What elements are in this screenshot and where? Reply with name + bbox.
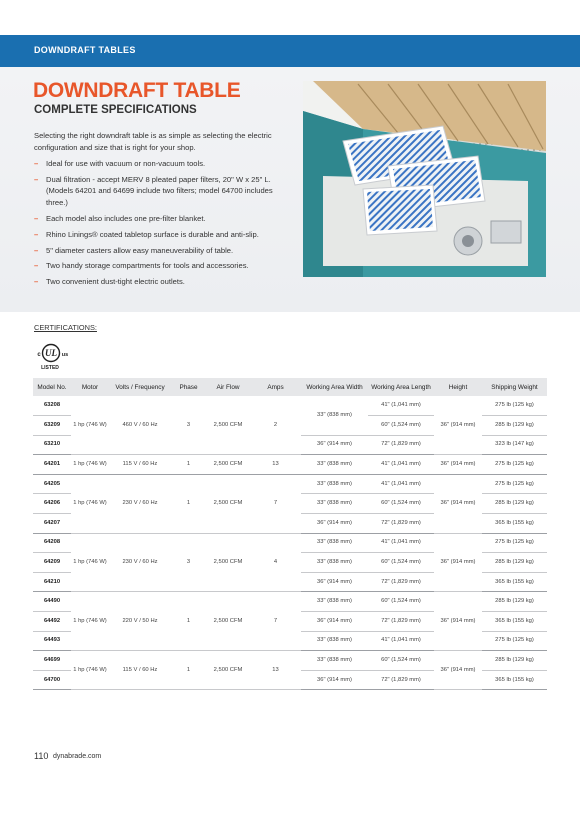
col-header: Volts / Frequency xyxy=(109,378,171,396)
width-cell: 33" (838 mm) xyxy=(301,455,368,475)
specifications-table xyxy=(33,378,547,690)
phase-cell: 3 xyxy=(171,396,206,455)
phase-cell: 3 xyxy=(171,533,206,592)
weight-cell: 285 lb (129 kg) xyxy=(482,494,547,514)
height-cell: 36" (914 mm) xyxy=(434,474,482,533)
airflow-cell: 2,500 CFM xyxy=(206,592,250,651)
page-number: 110 xyxy=(34,751,49,761)
width-cell: 33" (838 mm) xyxy=(301,592,368,612)
weight-cell: 285 lb (129 kg) xyxy=(482,592,547,612)
model-cell: 64201 xyxy=(33,455,71,475)
phase-cell: 1 xyxy=(171,474,206,533)
weight-cell: 365 lb (155 kg) xyxy=(482,514,547,534)
feature-item: – Two handy storage compartments for tools and accessories. xyxy=(34,261,249,271)
amps-cell: 7 xyxy=(250,592,301,651)
table-row xyxy=(33,455,547,475)
table-row xyxy=(33,474,547,494)
motor-cell: 1 hp (746 W) xyxy=(71,396,109,455)
feature-item: – Two convenient dust-tight electric outlets. xyxy=(34,277,185,287)
airflow-cell: 2,500 CFM xyxy=(206,474,250,533)
col-header: Shipping Weight xyxy=(482,378,547,396)
width-cell: 36" (914 mm) xyxy=(301,612,368,632)
weight-cell: 275 lb (125 kg) xyxy=(482,533,547,553)
height-cell: 36" (914 mm) xyxy=(434,533,482,592)
airflow-cell: 2,500 CFM xyxy=(206,651,250,690)
page-title: DOWNDRAFT TABLE xyxy=(33,79,241,102)
intro-paragraph: Selecting the right downdraft table is as simple as selecting the electric configuration and size that is right for your shop. xyxy=(34,131,272,152)
length-cell: 41" (1,041 mm) xyxy=(368,474,434,494)
col-header: Working Area Width xyxy=(301,378,368,396)
col-header: Height xyxy=(434,378,482,396)
col-header: Air Flow xyxy=(206,378,250,396)
weight-cell: 285 lb (129 kg) xyxy=(482,416,547,436)
airflow-cell: 2,500 CFM xyxy=(206,455,250,475)
width-cell: 33" (838 mm) xyxy=(301,651,368,671)
website-link[interactable]: dynabrade.com xyxy=(53,753,102,760)
width-cell: 33" (838 mm) xyxy=(301,553,368,573)
product-photo xyxy=(303,81,546,277)
amps-cell: 13 xyxy=(250,651,301,690)
dash-icon: – xyxy=(34,277,39,287)
model-cell: 64205 xyxy=(33,474,71,494)
width-cell: 33" (838 mm) xyxy=(301,494,368,514)
amps-cell: 7 xyxy=(250,474,301,533)
ul-listed-icon xyxy=(34,343,74,371)
ul-mark: UL xyxy=(45,348,57,359)
volts-cell: 230 V / 60 Hz xyxy=(109,533,171,592)
volts-cell: 460 V / 60 Hz xyxy=(109,396,171,455)
width-cell: 36" (914 mm) xyxy=(301,670,368,690)
model-cell: 64208 xyxy=(33,533,71,553)
motor-cell: 1 hp (746 W) xyxy=(71,651,109,690)
model-cell: 63210 xyxy=(33,435,71,455)
weight-cell: 323 lb (147 kg) xyxy=(482,435,547,455)
dash-icon: – xyxy=(34,229,39,239)
length-cell: 60" (1,524 mm) xyxy=(368,416,434,436)
model-cell: 63209 xyxy=(33,416,71,436)
height-cell: 36" (914 mm) xyxy=(434,651,482,690)
volts-cell: 220 V / 50 Hz xyxy=(109,592,171,651)
model-cell: 64492 xyxy=(33,612,71,632)
volts-cell: 115 V / 60 Hz xyxy=(109,455,171,475)
width-cell: 33" (838 mm) xyxy=(301,533,368,553)
length-cell: 60" (1,524 mm) xyxy=(368,494,434,514)
feature-item: – Each model also includes one pre-filter blanket. xyxy=(34,213,206,223)
airflow-cell: 2,500 CFM xyxy=(206,396,250,455)
dash-icon: – xyxy=(34,174,39,184)
table-row xyxy=(33,592,547,612)
weight-cell: 285 lb (129 kg) xyxy=(482,651,547,671)
phase-cell: 1 xyxy=(171,592,206,651)
feature-list xyxy=(34,158,296,292)
motor-cell: 1 hp (746 W) xyxy=(71,455,109,475)
weight-cell: 285 lb (129 kg) xyxy=(482,553,547,573)
amps-cell: 2 xyxy=(250,396,301,455)
length-cell: 72" (1,829 mm) xyxy=(368,612,434,632)
volts-cell: 115 V / 60 Hz xyxy=(109,651,171,690)
table-row xyxy=(33,651,547,671)
col-header: Amps xyxy=(250,378,301,396)
motor-cell: 1 hp (746 W) xyxy=(71,592,109,651)
width-cell: 36" (914 mm) xyxy=(301,572,368,592)
length-cell: 60" (1,524 mm) xyxy=(368,651,434,671)
airflow-cell: 2,500 CFM xyxy=(206,533,250,592)
table-header-row xyxy=(33,378,547,396)
length-cell: 72" (1,829 mm) xyxy=(368,670,434,690)
us-mark: us xyxy=(61,352,69,358)
weight-cell: 275 lb (125 kg) xyxy=(482,474,547,494)
dash-icon: – xyxy=(34,245,39,255)
amps-cell: 13 xyxy=(250,455,301,475)
table-row xyxy=(33,533,547,553)
feature-item: – Dual filtration - accept MERV 8 pleated paper filters, 20" W x 25" L. (Models 64201 and 64699 include two filters; model 64700 includes three.) xyxy=(34,174,273,207)
weight-cell: 365 lb (155 kg) xyxy=(482,670,547,690)
height-cell: 36" (914 mm) xyxy=(434,592,482,651)
phase-cell: 1 xyxy=(171,455,206,475)
width-cell: 36" (914 mm) xyxy=(301,514,368,534)
col-header: Phase xyxy=(171,378,206,396)
weight-cell: 365 lb (155 kg) xyxy=(482,572,547,592)
model-cell: 64700 xyxy=(33,670,71,690)
length-cell: 41" (1,041 mm) xyxy=(368,396,434,416)
dash-icon: – xyxy=(34,261,39,271)
volts-cell: 230 V / 60 Hz xyxy=(109,474,171,533)
length-cell: 72" (1,829 mm) xyxy=(368,514,434,534)
col-header: Motor xyxy=(71,378,109,396)
weight-cell: 275 lb (125 kg) xyxy=(482,396,547,416)
page-subtitle: COMPLETE SPECIFICATIONS xyxy=(34,104,197,116)
amps-cell: 4 xyxy=(250,533,301,592)
table-row xyxy=(33,396,547,416)
model-cell: 63208 xyxy=(33,396,71,416)
length-cell: 72" (1,829 mm) xyxy=(368,572,434,592)
width-cell: 36" (914 mm) xyxy=(301,435,368,455)
width-cell: 33" (838 mm) xyxy=(301,396,368,435)
weight-cell: 275 lb (125 kg) xyxy=(482,631,547,651)
col-header: Working Area Length xyxy=(368,378,434,396)
model-cell: 64207 xyxy=(33,514,71,534)
section-title: DOWNDRAFT TABLES xyxy=(34,45,136,55)
phase-cell: 1 xyxy=(171,651,206,690)
dash-icon: – xyxy=(34,213,39,223)
model-cell: 64490 xyxy=(33,592,71,612)
listed-mark: LISTED xyxy=(41,365,59,371)
length-cell: 60" (1,524 mm) xyxy=(368,553,434,573)
certifications-label: CERTIFICATIONS: xyxy=(34,323,97,332)
length-cell: 41" (1,041 mm) xyxy=(368,631,434,651)
length-cell: 72" (1,829 mm) xyxy=(368,435,434,455)
section-header-band xyxy=(0,35,580,67)
model-cell: 64206 xyxy=(33,494,71,514)
length-cell: 41" (1,041 mm) xyxy=(368,455,434,475)
width-cell: 33" (838 mm) xyxy=(301,474,368,494)
height-cell: 36" (914 mm) xyxy=(434,396,482,455)
model-cell: 64210 xyxy=(33,572,71,592)
length-cell: 60" (1,524 mm) xyxy=(368,592,434,612)
feature-item: – Rhino Linings® coated tabletop surface is durable and anti-slip. xyxy=(34,229,259,239)
length-cell: 41" (1,041 mm) xyxy=(368,533,434,553)
model-cell: 64699 xyxy=(33,651,71,671)
c-mark: c xyxy=(37,352,41,358)
motor-cell: 1 hp (746 W) xyxy=(71,533,109,592)
feature-item: – 5" diameter casters allow easy maneuverability of table. xyxy=(34,245,234,255)
model-cell: 64209 xyxy=(33,553,71,573)
weight-cell: 275 lb (125 kg) xyxy=(482,455,547,475)
col-header: Model No. xyxy=(33,378,71,396)
motor-cell: 1 hp (746 W) xyxy=(71,474,109,533)
model-cell: 64493 xyxy=(33,631,71,651)
width-cell: 33" (838 mm) xyxy=(301,631,368,651)
height-cell: 36" (914 mm) xyxy=(434,455,482,475)
downdraft-table-illustration xyxy=(303,81,546,277)
weight-cell: 365 lb (155 kg) xyxy=(482,612,547,632)
feature-item: – Ideal for use with vacuum or non-vacuum tools. xyxy=(34,159,206,168)
dash-icon: – xyxy=(34,159,39,168)
